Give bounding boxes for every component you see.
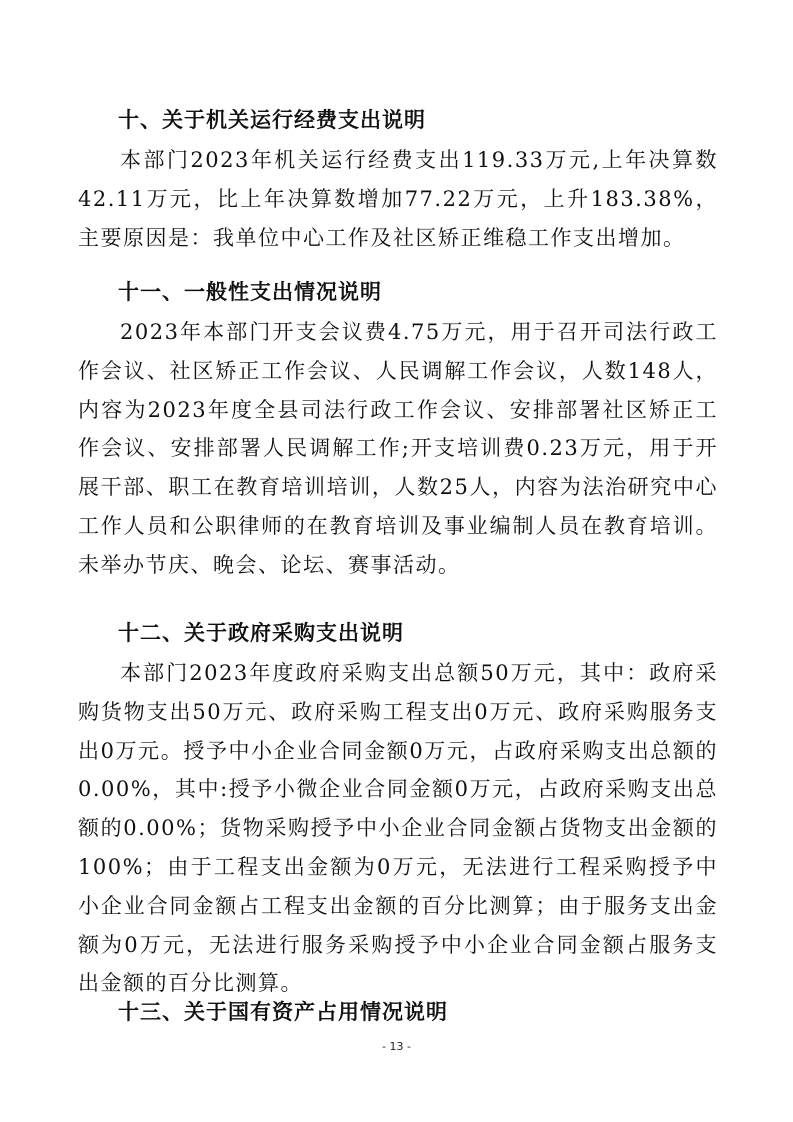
section-paragraph-12: 本部门2023年度政府采购支出总额50万元，其中：政府采购货物支出50万元、政府采购工程支出0万元、政府采购服务支出0万元。授予中小企业合同金额0万元，占政府采购支出总额的0.00%，其中:授予小微企业合同金额0万元，占政府采购支出总额的0.00%；货物采购授予中小企业合同金额占货物支出金额的100%；由于工程支出金额为0万元，无法进行工程采购授予中小企业合同金额占工程支出金额的百分比测算；由于服务支出金额为0万元，无法进行服务采购授予中小企业合同金额占服务支出金额的百分比测算。 xyxy=(78,661,718,996)
section-paragraph-10: 本部门2023年机关运行经费支出119.33万元,上年决算数42.11万元，比上年决算数增加77.22万元，上升183.38%，主要原因是：我单位中心工作及社区矫正维稳工作支出增加。 xyxy=(78,148,718,250)
section-heading-10: 十、关于机关运行经费支出说明 xyxy=(118,108,426,132)
section-heading-12: 十二、关于政府采购支出说明 xyxy=(118,621,404,645)
section-heading-11: 十一、一般性支出情况说明 xyxy=(118,280,382,304)
section-paragraph-11: 2023年本部门开支会议费4.75万元，用于召开司法行政工作会议、社区矫正工作会议、人民调解工作会议，人数148人，内容为2023年度全县司法行政工作会议、安排部署社区矫正工作会议、安排部署人民调解工作;开支培训费0.23万元，用于开展干部、职工在教育培训培训，人数25人，内容为法治研究中心工作人员和公职律师的在教育培训及事业编制人员在教育培训。未举办节庆、晚会、论坛、赛事活动。 xyxy=(78,320,718,577)
page-number: - 13 - xyxy=(382,1040,411,1053)
section-heading-13: 十三、关于国有资产占用情况说明 xyxy=(118,1000,448,1024)
